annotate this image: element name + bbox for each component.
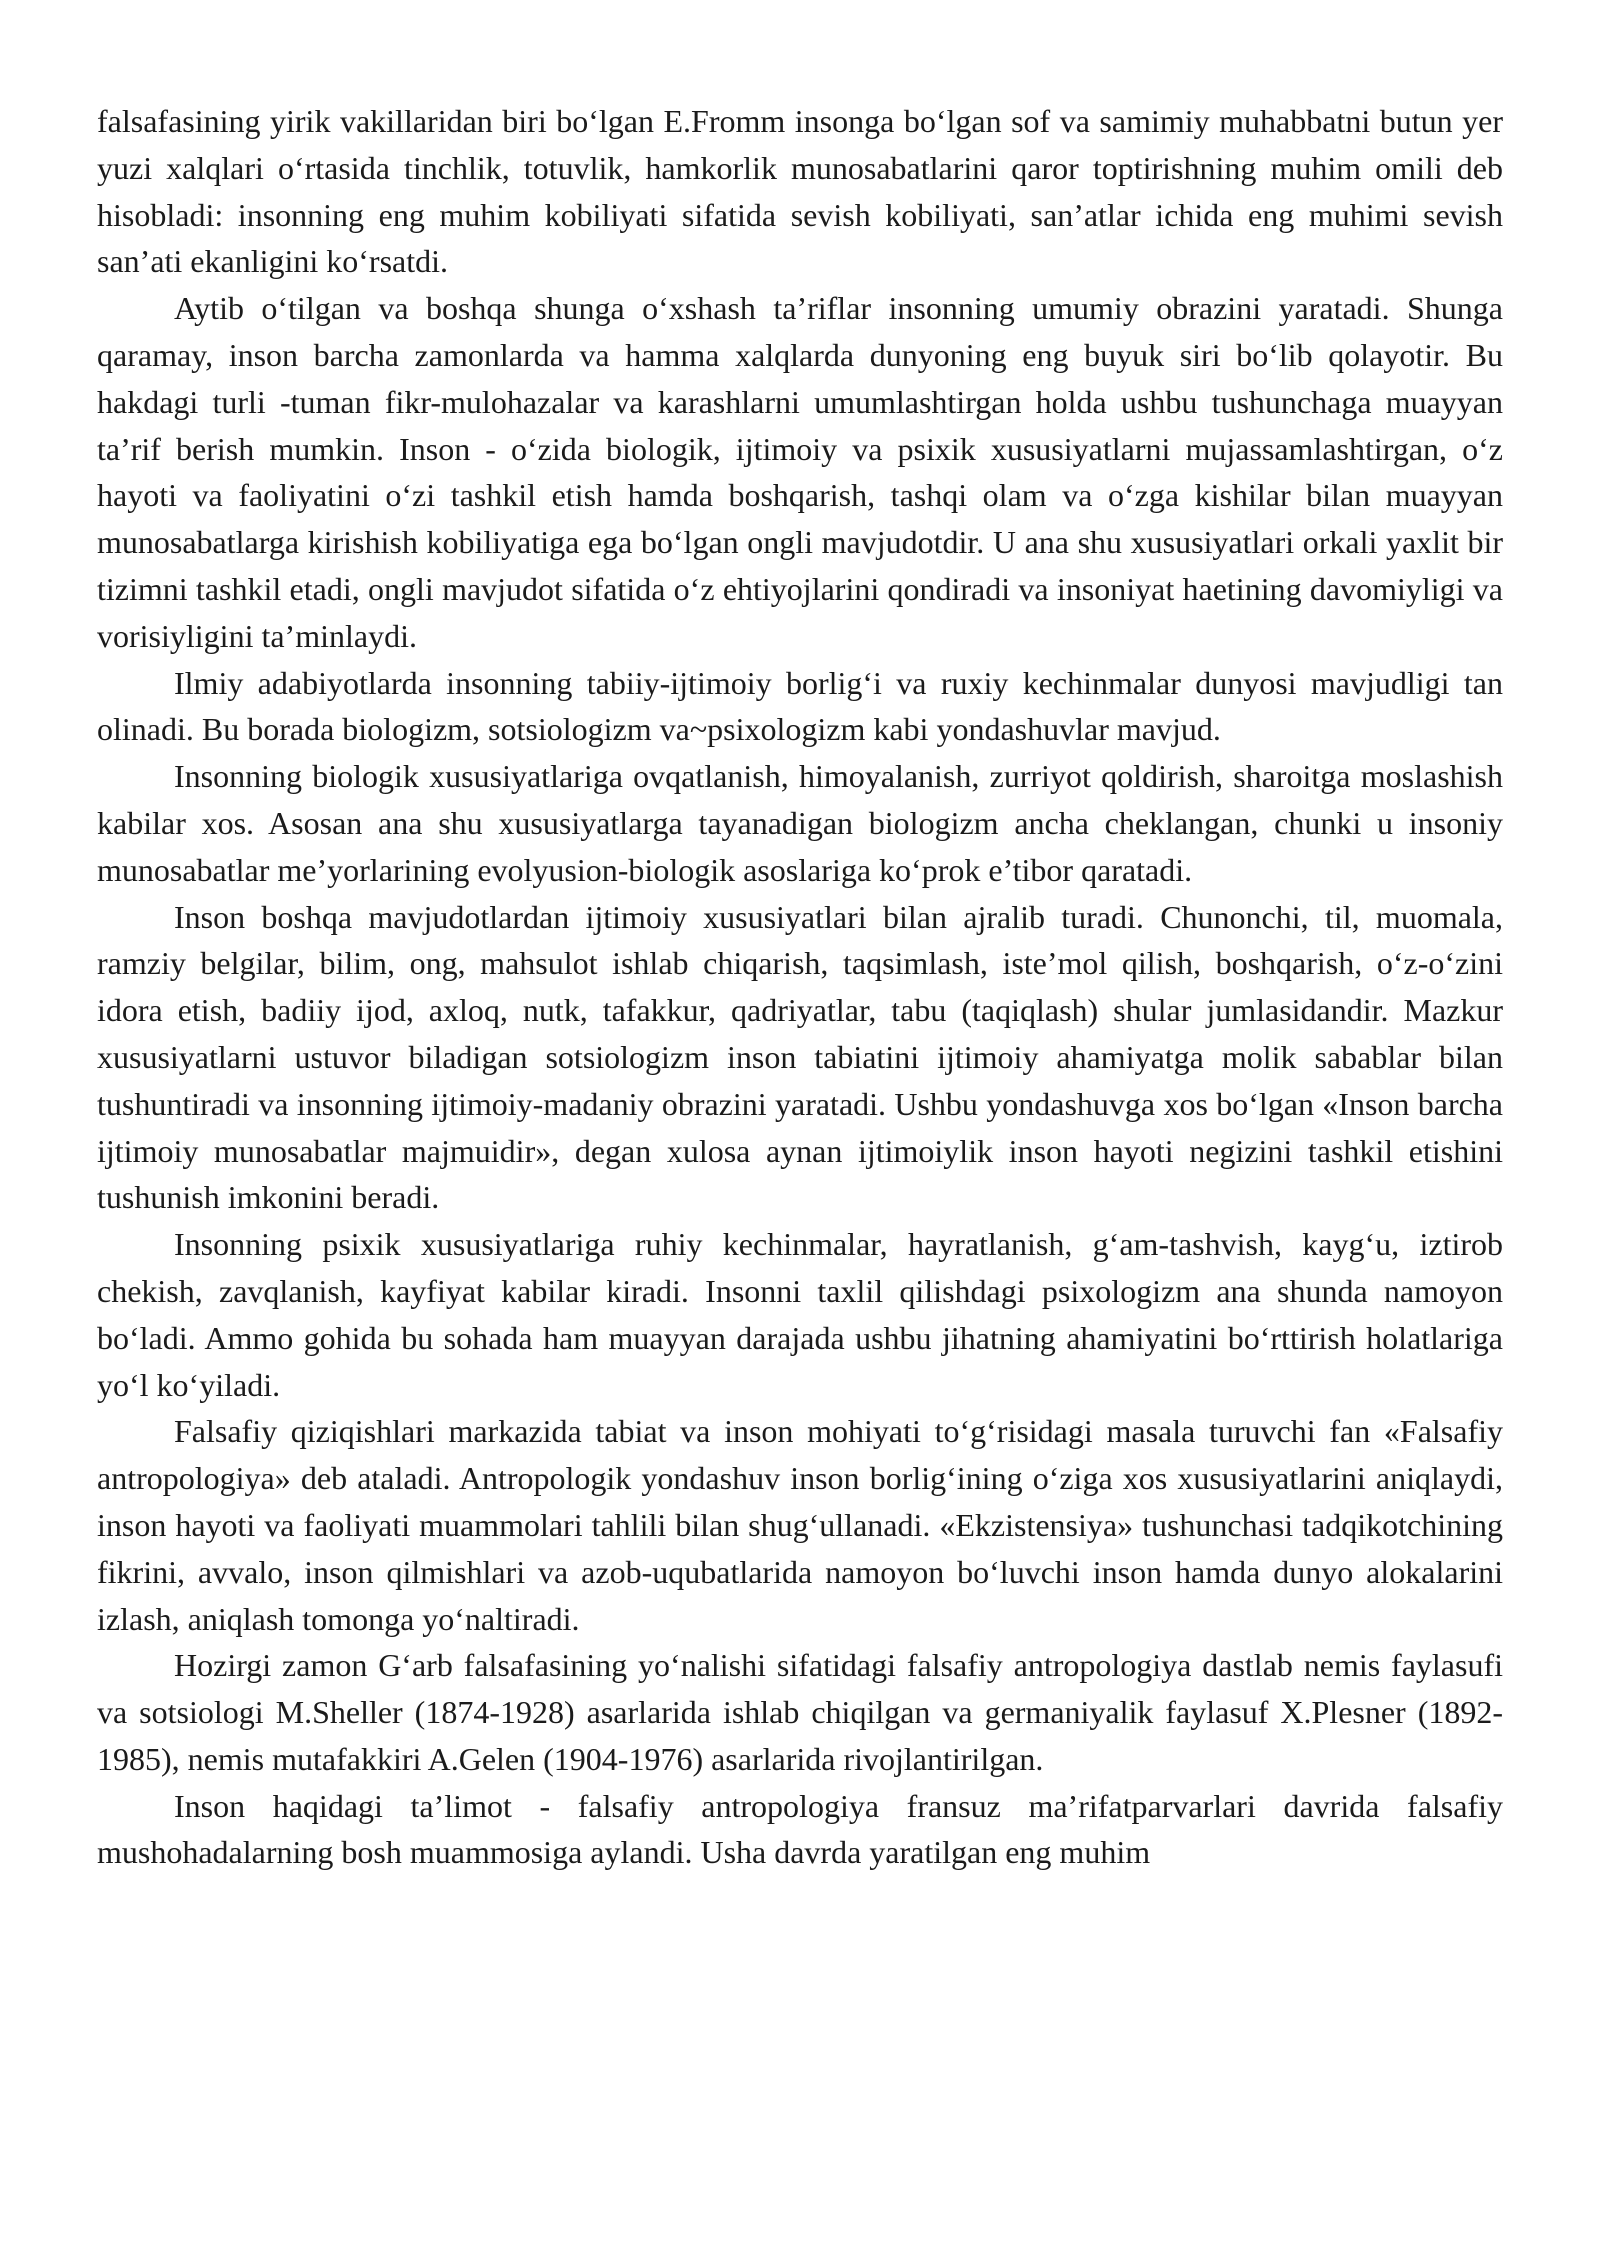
paragraph-6: Insonning psixik xususiyatlariga ruhiy kechinmalar, hayratlanish, gʻam-tashvish, kaygʻu, iztirob chekish, zavqlanish, kayfiyat kabilar kiradi. Insonni taxlil qilishdagi psixologizm ana shunda namoyon boʻladi. Ammo gohida bu sohada ham muayyan darajada ushbu jihatning ahamiyatini boʻrttirish holatlariga yoʻl koʻyiladi.: [97, 1226, 1503, 1403]
paragraph-1: falsafasining yirik vakillaridan biri boʻlgan E.Fromm insonga boʻlgan sof va samimiy muhabbatni butun yer yuzi xalqlari oʻrtasida tinchlik, totuvlik, hamkorlik munosabatlarini qaror toptirishning muhim omili deb hisobladi: insonning eng muhim kobiliyati sifatida sevish kobiliyati, san’atlar ichida eng muhimi sevish san’ati ekanligini koʻrsatdi.: [97, 103, 1503, 280]
paragraph-5: Inson boshqa mavjudotlardan ijtimoiy xususiyatlari bilan ajralib turadi. Chunonchi, til, muomala, ramziy belgilar, bilim, ong, mahsulot ishlab chiqarish, taqsimlash, iste’mol qilish, boshqarish, oʻz-oʻzini idora etish, badiiy ijod, axloq, nutk, tafakkur, qadriyatlar, tabu (taqiqlash) shular jumlasidandir. Mazkur xususiyatlarni ustuvor biladigan sotsiologizm inson tabiatini ijtimoiy ahamiyatga molik sabablar bilan tushuntiradi va insonning ijtimoiy-madaniy obrazini yaratadi. Ushbu yondashuvga xos boʻlgan «Inson barcha ijtimoiy munosabatlar majmuidir», degan xulosa aynan ijtimoiylik inson hayoti negizini tashkil etishini tushunish imkonini beradi.: [97, 898, 1503, 1216]
paragraph-7: Falsafiy qiziqishlari markazida tabiat va inson mohiyati toʻgʻrisidagi masala turuvchi fan «Falsafiy antropologiya» deb ataladi. Antropologik yondashuv inson borligʻining oʻziga xos xususiyatlarini aniqlaydi, inson hayoti va faoliyati muammolari tahlili bilan shugʻullanadi. «Ekzistensiya» tushunchasi tadqikotchining fikrini, avvalo, inson qilmishlari va azob-uqubatlarida namoyon boʻluvchi inson hamda dunyo alokalarini izlash, aniqlash tomonga yoʻnaltiradi.: [97, 1413, 1503, 1637]
paragraph-2: Aytib oʻtilgan va boshqa shunga oʻxshash ta’riflar insonning umumiy obrazini yaratadi. Shunga qaramay, inson barcha zamonlarda va hamma xalqlarda dunyoning eng buyuk siri boʻlib qolayotir. Bu hakdagi turli -tuman fikr-mulohazalar va karashlarni umumlashtirgan holda ushbu tushunchaga muayyan ta’rif berish mumkin. Inson - oʻzida biologik, ijtimoiy va psixik xususiyatlarni mujassamlashtirgan, oʻz hayoti va faoliyatini oʻzi tashkil etish hamda boshqarish, tashqi olam va oʻzga kishilar bilan muayyan munosabatlarga kirishish kobiliyatiga ega boʻlgan ongli mavjudotdir. U ana shu xususiyatlari orkali yaxlit bir tizimni tashkil etadi, ongli mavjudot sifatida oʻz ehtiyojlarini qondiradi va insoniyat haetining davomiyligi va vorisiyligini ta’minlaydi.: [97, 290, 1503, 654]
paragraph-3: Ilmiy adabiyotlarda insonning tabiiy-ijtimoiy borligʻi va ruxiy kechinmalar dunyosi mavjudligi tan olinadi. Bu borada biologizm, sotsiologizm va~psixologizm kabi yondashuvlar mavjud.: [97, 664, 1503, 748]
paragraph-4: Insonning biologik xususiyatlariga ovqatlanish, himoyalanish, zurriyot qoldirish, sharoitga moslashish kabilar xos. Asosan ana shu xususiyatlarga tayanadigan biologizm ancha cheklangan, chunki u insoniy munosabatlar me’yorlarining evolyusion-biologik asoslariga koʻprok e’tibor qaratadi.: [97, 758, 1503, 888]
paragraph-9: Inson haqidagi ta’limot - falsafiy antropologiya fransuz ma’rifatparvarlari davrida falsafiy mushohadalarning bosh muammosiga aylandi. Usha davrda yaratilgan eng muhim: [97, 1787, 1503, 1871]
document-page: [97, 98, 1503, 1876]
paragraph-8: Hozirgi zamon Gʻarb falsafasining yoʻnalishi sifatidagi falsafiy antropologiya dastlab nemis faylasufi va sotsiologi M.Sheller (1874-1928) asarlarida ishlab chiqilgan va germaniyalik faylasuf X.Plesner (1892-1985), nemis mutafakkiri A.Gelen (1904-1976) asarlarida rivojlantirilgan.: [97, 1647, 1503, 1777]
